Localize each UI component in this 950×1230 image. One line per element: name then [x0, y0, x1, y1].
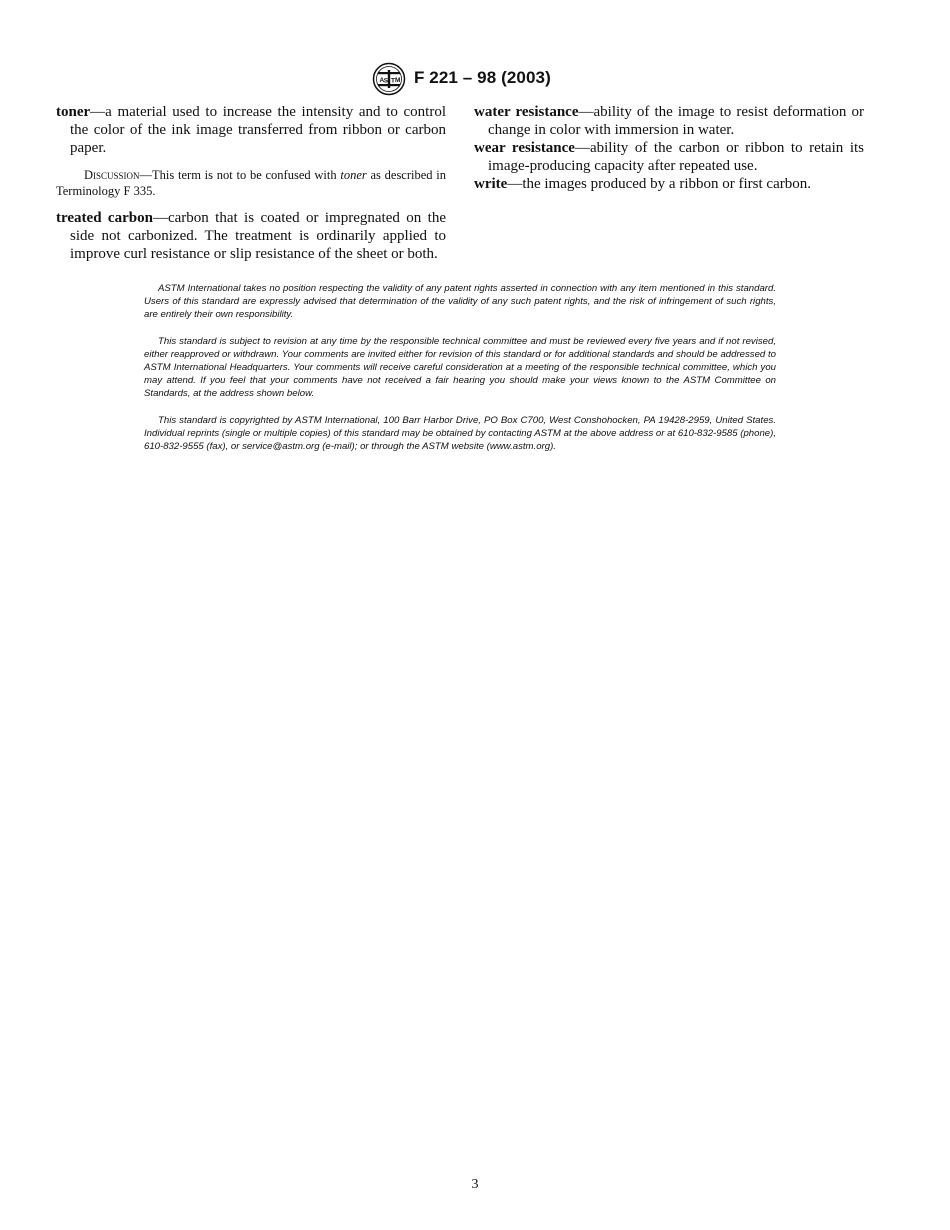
definition-text: —a material used to increase the intensity and to control the color of the ink image transferred from ribbon or carbon paper.: [70, 104, 446, 156]
page-number: 3: [471, 1177, 479, 1192]
svg-text:M: M: [395, 77, 401, 84]
definition-text: —carbon that is coated or impregnated on the side not carbonized. The treatment is ordinarily applied to improve curl resistance or slip resistance of the sheet or both.: [70, 210, 446, 262]
revision-notice: This standard is subject to revision at any time by the responsible technical committee and must be reviewed every five years and if not revised, either reapproved or withdrawn. Your comments are invited either for revision of this standard or for additional standards and should be addressed to ASTM International Headquarters. Your comments will receive careful consideration at a meeting of the responsible technical committee, which you may attend. If you feel that your comments have not received a fair hearing you should make your views known to the ASTM Committee on Standards, at the address shown below.: [144, 335, 776, 400]
definition-text: —ability of the image to resist deformation or change in color with immersion in water.: [488, 104, 864, 138]
left-column: [56, 103, 446, 263]
page-header: [0, 62, 950, 96]
discussion-label: Discussion: [84, 168, 140, 182]
right-column: [474, 103, 864, 193]
term: wear resistance: [474, 140, 575, 156]
svg-text:T: T: [391, 77, 395, 85]
term: treated carbon: [56, 210, 153, 226]
astm-notices: [144, 282, 776, 466]
definition-treated-carbon: [56, 209, 446, 263]
definition-write: [474, 175, 864, 193]
term: write: [474, 176, 508, 192]
definition-wear-resistance: [474, 139, 864, 175]
definition-text: —ability of the carbon or ribbon to retain its image-producing capacity after repeated use.: [488, 140, 864, 174]
astm-logo-icon: [372, 62, 406, 96]
discussion-text-after: as described in Terminology F 335.: [56, 168, 447, 198]
definition-toner: [56, 103, 446, 157]
definition-water-resistance: [474, 103, 864, 139]
discussion-text-before: —This term is not to be confused with: [139, 168, 341, 182]
standard-designation: F 221 – 98 (2003): [414, 68, 551, 87]
term: water resistance: [474, 104, 579, 120]
copyright-notice: This standard is copyrighted by ASTM International, 100 Barr Harbor Drive, PO Box C700, West Conshohocken, PA 19428-2959, United States. Individual reprints (single or multiple copies) of this standard may be obtained by contacting ASTM at the above address or at 610-832-9585 (phone), 610-832-9555 (fax), or service@astm.org (e-mail); or through the ASTM website (www.astm.org).: [144, 414, 776, 453]
definition-text: —the images produced by a ribbon or first carbon.: [507, 176, 811, 192]
patent-notice: ASTM International takes no position respecting the validity of any patent rights asserted in connection with any item mentioned in this standard. Users of this standard are expressly advised that determination of the validity of any such patent rights, and the risk of infringement of such rights, are entirely their own responsibility.: [144, 283, 776, 321]
discussion-note: [56, 167, 446, 199]
svg-text:A: A: [379, 77, 385, 84]
svg-text:S: S: [383, 77, 389, 85]
discussion-italic-word: toner: [340, 168, 367, 182]
term: toner: [56, 104, 91, 120]
